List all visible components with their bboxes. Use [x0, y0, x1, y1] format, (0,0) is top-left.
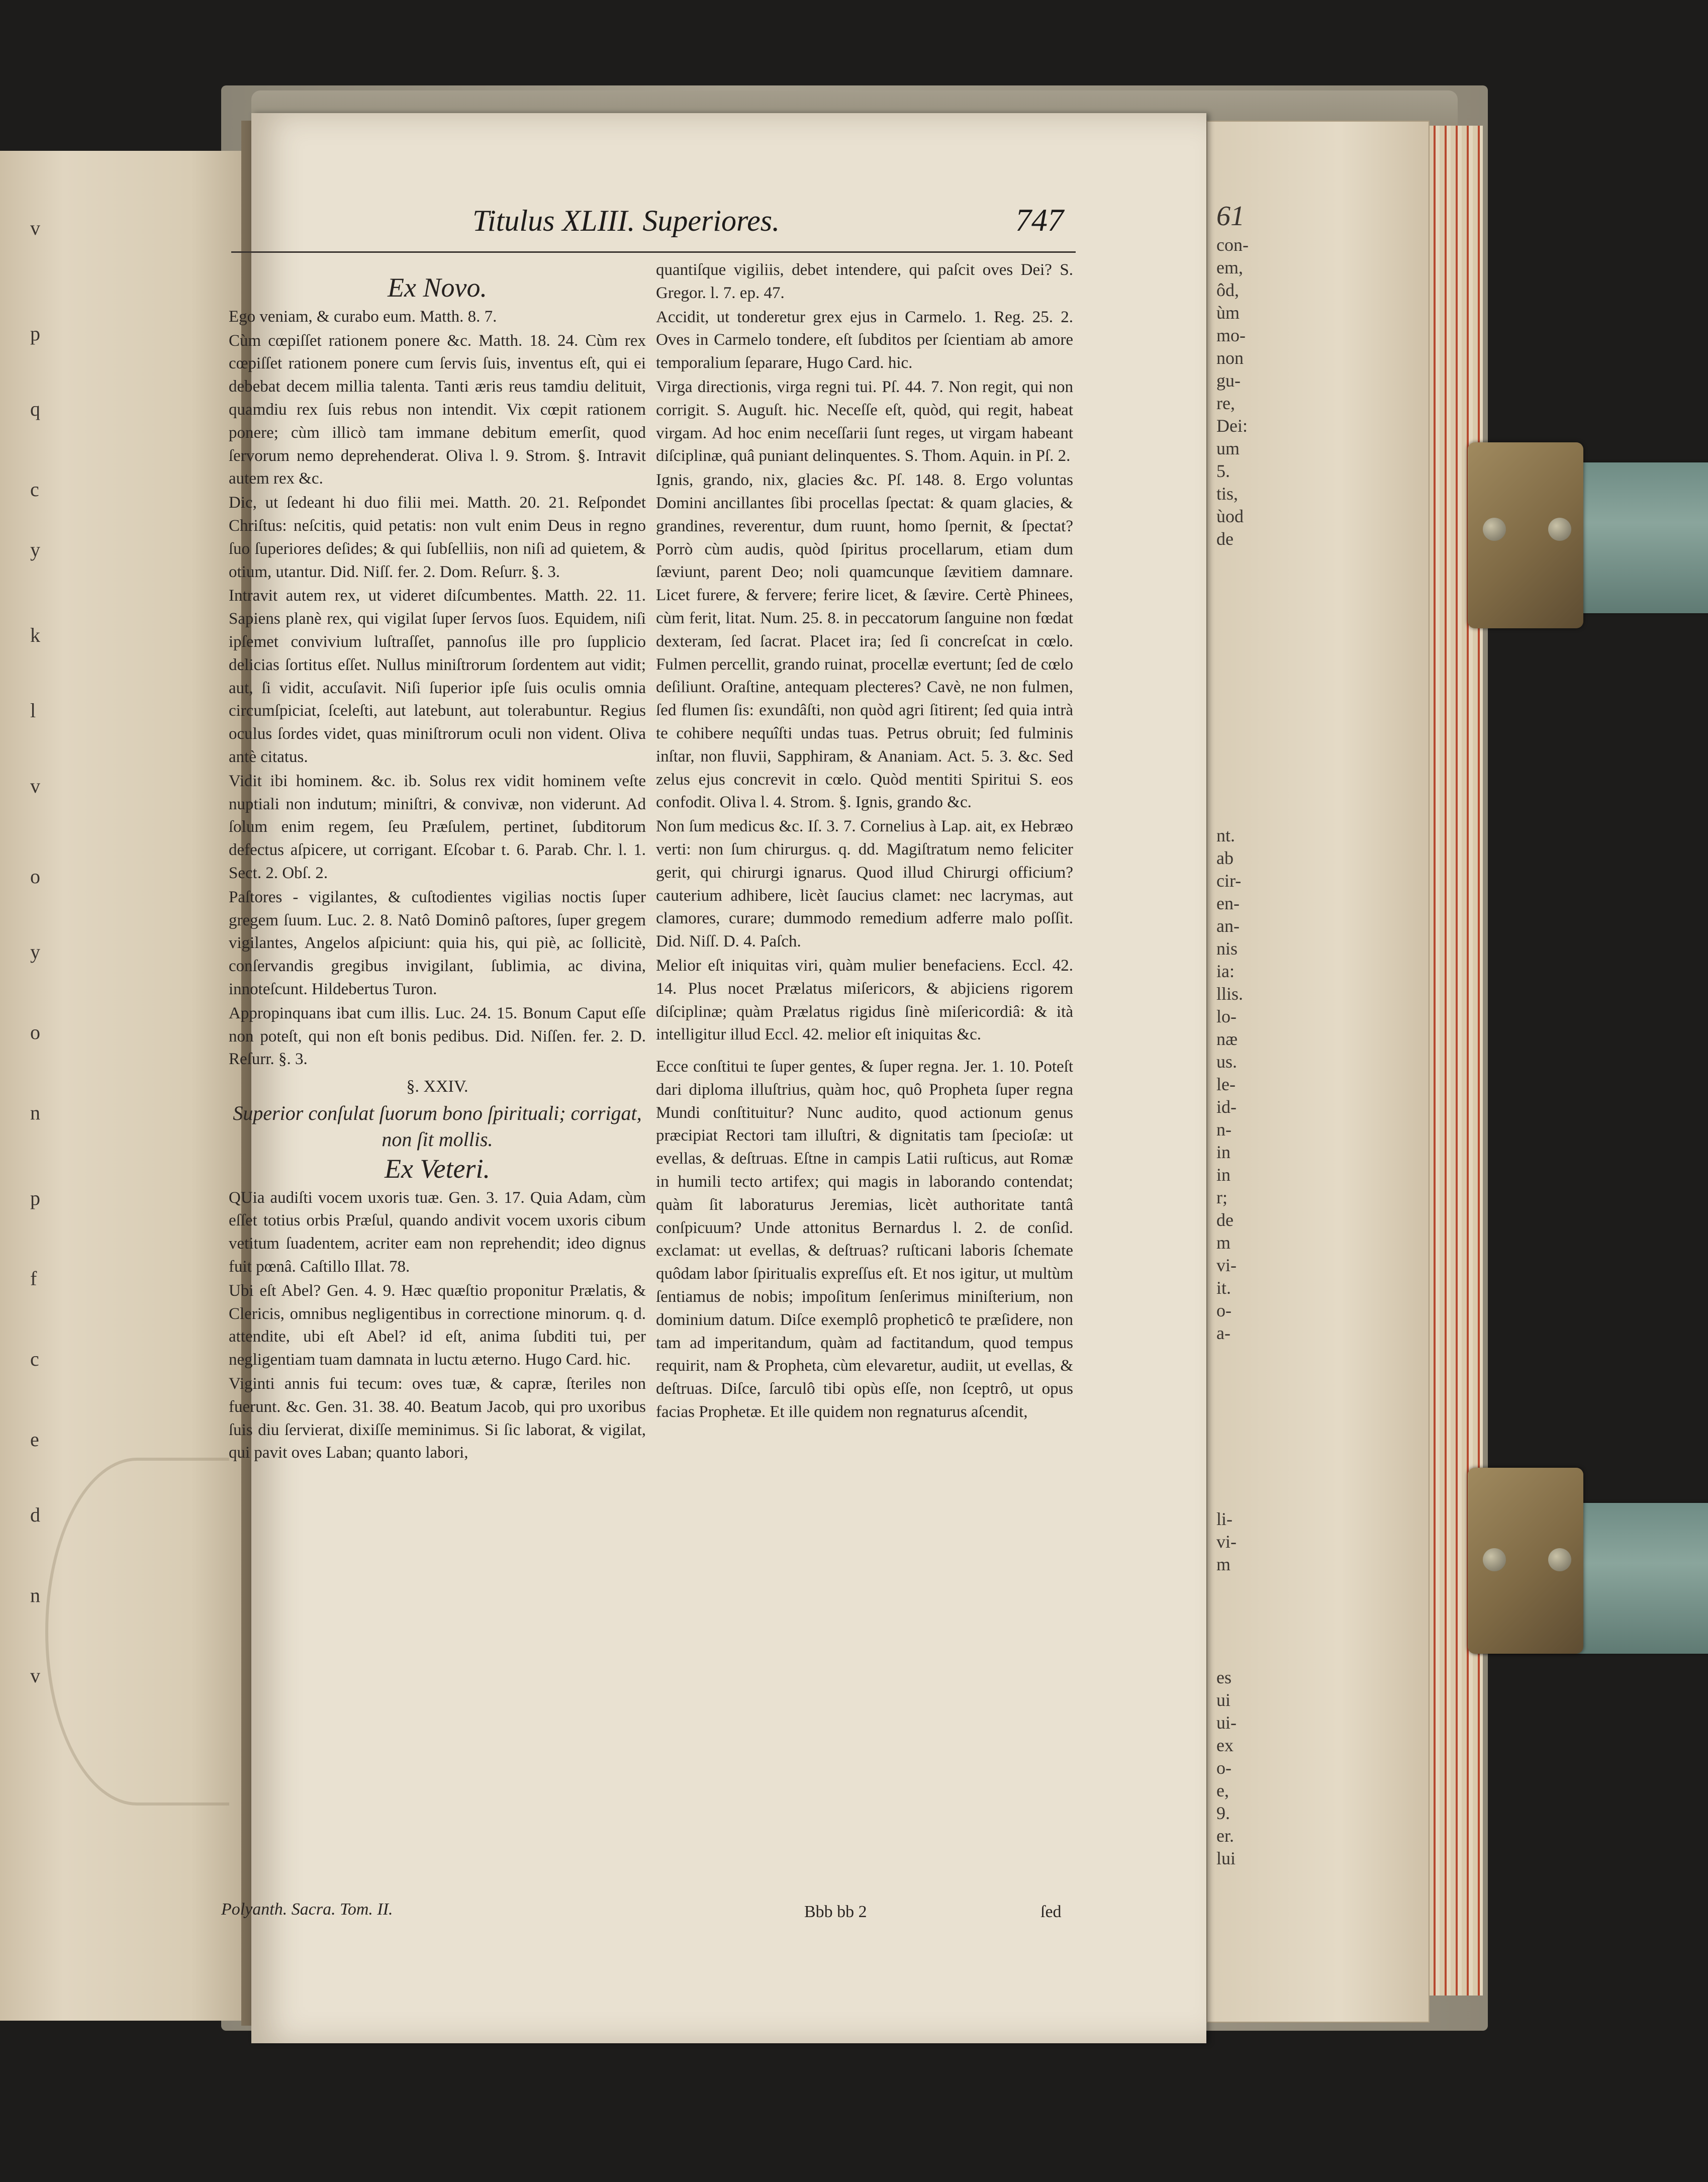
paragraph: Vidit ibi hominem. &c. ib. Solus rex vidit hominem veſte nuptiali non indutum; miniſtri, & convivæ, non viderunt. Ad ſolum enim regem, ſeu Præſulem, pertinet, ſubditorum defectus aſpicere, ut corrigant. Eſcobar t. 6. Parab. Chr. l. 1. Sect. 2. Obſ. 2. — [229, 772, 646, 882]
rivet-icon — [1483, 1548, 1506, 1571]
left-fragment: o — [30, 865, 40, 888]
fragment: o- — [1216, 1300, 1231, 1320]
left-fragment: f — [30, 1267, 37, 1290]
section-heading: Ex Novo. — [388, 272, 487, 303]
fragment: es — [1216, 1667, 1231, 1687]
fragment: ui- — [1216, 1713, 1237, 1733]
fragment: de — [1216, 529, 1233, 549]
underlying-page-fragments — [1216, 1508, 1267, 1870]
fragment: ôd, — [1216, 280, 1239, 300]
rivet-icon — [1483, 518, 1506, 541]
paragraph: Ecce conſtitui te ſuper gentes, & ſuper regna. Jer. 1. 10. Poteſt dari diploma illuſtrius, quàm hoc, quô Propheta ſuper regna Mundi conſtituitur? Nunc audito, quod actionum genus præcipiat Rectori tam illuſtri, & dignitatis tam ſpecioſæ: ut evellas, & deſtruas. Eſtne in campis Latii ruſticus, aut Romæ in humili tecto artifex; qui magis in laborando contendat; quàm ſit laboraturus Jeremias, licèt authoritate tantâ conſpicuum? Unde attonitus Bernardus l. 2. de conſid. exclamat: ut evellas, & deſtruas? ruſticani laboris ſchemate quôdam labor ſpiritualis expreſſus eſt. Et nos igitur, ut multùm ſentiamus de nobis; impoſitum ſenſerimus miniſterium, non dominium datum. Diſce exemplô propheticô te præſidere, non tam ad imperitandum, quàm ad factitandum, quod tempus requirit, nam & Propheta, cùm elevaretur, audiit, ut evellas, & deſtruas. Diſce, ſarculô tibi opùs eſſe, non ſceptrô, ut opus facias Prophetæ. Et ille quidem non regnaturus aſcendit, — [656, 1058, 1073, 1421]
fragment: vi- — [1216, 1532, 1237, 1552]
paragraph: Accidit, ut tonderetur grex ejus in Carmelo. 1. Reg. 25. 2. Oves in Carmelo tondere, eſt ſubditos per ſcientiam ab amore temporalium ſeparare, Hugo Card. hic. — [656, 308, 1073, 372]
footer-book-title: Polyanth. Sacra. Tom. II. — [221, 1900, 393, 1919]
fragment: um — [1216, 438, 1240, 458]
fragment: cir- — [1216, 871, 1242, 891]
left-fragment: d — [30, 1503, 40, 1526]
fragment: nt. — [1216, 825, 1236, 845]
left-fragment: n — [30, 1584, 40, 1606]
fragment: ùm — [1216, 303, 1240, 323]
left-fragment: y — [30, 940, 40, 963]
fragment: con- — [1216, 235, 1249, 255]
fragment: er. — [1216, 1826, 1234, 1846]
paragraph: Viginti annis fui tecum: oves tuæ, & capræ, ſteriles non fuerunt. &c. Gen. 31. 38. 40. Beatum Jacob, qui pro uxoribus ſuis diu ſervierat, dixiſſe meminimus. Si ſic laborat, & vigilat, qui pavit oves Laban; quanto labori, — [229, 1375, 646, 1462]
fragment: non — [1216, 348, 1244, 368]
fragment: r; — [1216, 1187, 1227, 1207]
fragment: in — [1216, 1165, 1231, 1185]
running-title: Titulus XLIII. Superiores. — [472, 204, 780, 237]
left-fragment: c — [30, 478, 39, 501]
fragment: ex — [1216, 1735, 1233, 1755]
fragment: mo- — [1216, 325, 1246, 345]
fragment: 9. — [1216, 1803, 1230, 1823]
fragment: re, — [1216, 393, 1235, 413]
fragment: an- — [1216, 916, 1240, 936]
fragment-page-number: 61 — [1216, 201, 1245, 232]
fragment: lo- — [1216, 1006, 1237, 1026]
running-head — [472, 204, 1076, 238]
left-fragment: n — [30, 1101, 40, 1124]
fragment: gu- — [1216, 370, 1241, 391]
fragment: ùod — [1216, 506, 1244, 526]
left-fragment: p — [30, 322, 40, 345]
left-fragment: q — [30, 398, 40, 420]
left-fragment: y — [30, 538, 40, 561]
paragraph: Paſtores - vigilantes, & cuſtodientes vigilias noctis ſuper gregem ſuum. Luc. 2. 8. Natô Dominô paſtores, ſuper gregem vigilantes, Angelos aſpiciunt: quia his, qui piè, ac ſollicitè, conſervandis gregibus invigilant, ſublimia, ac divina, innoteſcunt. Hildebertus Turon. — [229, 888, 646, 998]
left-fragment: v — [30, 217, 40, 239]
paragraph: Ignis, grando, nix, glacies &c. Pſ. 148. 8. Ergo voluntas Domini ancillantes ſibi procellas ſpectat: & quam glacies, & grandines, reverentur, dum ruunt, homo ſpernit, & ſpectat? Porrò cùm audis, quòd ſpiritus procellarum, etiam dum ſæviunt, parent Deo; noli quamcunque ſævitiem damnare. Licet furere, & fervere; ferire licet, & ſævire. Certè Phinees, cùm ferit, litat. Num. 25. 8. in peccatorum ſanguine non fœdat dexteram, ſed ſacrat. Placet ira; ſed ſi concreſcat in cœlo. Fulmen percellit, grando ruinat, procellæ evertunt; ſed de cœlo deſiliunt. Oraſtine, antequam plecteres? Cavè, ne non fulmen, ſed flumen ſis: exundâſti, non quòd agri ſitirent; ſed quia intrà te cohibere nequîſti undas tuas. Petrus obruit; ſed fulminis inſtar, non fluvii, Sapphiram, & Ananiam. Act. 5. 3. &c. Sed zelus ejus concrevit in cœlo. Quòd mentiti Spiritui S. eos confodit. Oliva l. 4. Strom. §. Ignis, grando &c. — [656, 471, 1073, 812]
fragment: en- — [1216, 893, 1240, 913]
fragment: us. — [1216, 1052, 1238, 1072]
paragraph: quantiſque vigiliis, debet intendere, qui paſcit oves Dei? S. Gregor. l. 7. ep. 47. — [656, 261, 1073, 302]
paragraph: Melior eſt iniquitas viri, quàm mulier benefaciens. Eccl. 42. 14. Plus nocet Prælatus miſericors, & abjiciens rigorem diſciplinæ; quàm Prælatus rigidus ſinè miſericordiâ: & ità intelligitur illud Eccl. 42. melior eſt iniquitas &c. — [656, 956, 1073, 1044]
paragraph: Cùm cœpiſſet rationem ponere &c. Matth. 18. 24. Cùm rex cœpiſſet rationem ponere cum ſervis ſuis, inventus eſt, qui ei debebat decem millia talenta. Tanti æris reus tamdiu delituit, quamdiu rex ſuis rebus non intendit. Vix cœpit rationem ponere; cùm illicò tam immane debitum emerſit, quod ſervorum nemo deprehenderat. Oliva l. 9. Strom. §. Intravit autem rex &c. — [229, 331, 646, 488]
fragment: tis, — [1216, 484, 1239, 504]
footer-catchword: ſed — [1040, 1903, 1062, 1921]
fragment: le- — [1216, 1074, 1236, 1094]
left-fragment: c — [30, 1348, 39, 1370]
fragment: a- — [1216, 1323, 1230, 1343]
left-fragment: o — [30, 1021, 40, 1043]
fragment: li- — [1216, 1509, 1232, 1529]
page-fold — [45, 1458, 229, 1806]
fragment: nis — [1216, 938, 1238, 959]
fragment: ab — [1216, 848, 1233, 868]
fragment: em, — [1216, 257, 1243, 277]
header-rule — [231, 251, 1076, 253]
paragraph: Intravit autem rex, ut videret diſcumbentes. Matth. 22. 11. Sapiens planè rex, qui vigilat ſuper ſervos ſuos. Equidem, niſi ipſemet convivium luſtraſſet, pannoſus ille pro ſupplicio delicias ſortitus eſſet. Nullus miniſtrorum ſordentem aut vidit; aut, ſi vidit, accuſavit. Niſi ſuperior ipſe ſuis oculis omnia circumſpiciat, ſceleſti, aut latebunt, aut tolerabuntur. Regius oculus ſordes videt, quas miniſtrorum oculi non vident. Oliva antè citatus. — [229, 587, 646, 766]
left-fragment: l — [30, 699, 36, 722]
paragraph: Virga directionis, virga regni tui. Pſ. 44. 7. Non regit, qui non corrigit. S. Auguſt. hic. Neceſſe eſt, quòd, qui regit, habeat virgam. Ad hoc enim neceſſarii ſunt reges, ut virgam habeant diſciplinæ, quâ puniant delinquentes. S. Thom. Aquin. in Pſ. 2. — [656, 377, 1073, 465]
section-number: §. XXIV. — [406, 1077, 468, 1096]
fragment: m — [1216, 1232, 1231, 1253]
section-heading: Ex Veteri. — [385, 1153, 490, 1184]
fragment: ia: — [1216, 961, 1235, 981]
left-fragment: v — [30, 775, 40, 797]
footer-signature: Bbb bb 2 — [804, 1903, 867, 1921]
left-fragment: e — [30, 1428, 39, 1451]
paragraph: Appropinquans ibat cum illis. Luc. 24. 15. Bonum Caput eſſe non poteſt, qui non eſt bonis pedibus. Did. Niſſen. fer. 2. D. Reſurr. §. 3. — [229, 1004, 646, 1069]
fragment: in — [1216, 1142, 1231, 1162]
section-subheading: Superior conſulat ſuorum bono ſpirituali; corrigat, non ſit mollis. — [233, 1101, 642, 1151]
fragment: m — [1216, 1554, 1231, 1574]
fragment: ui — [1216, 1690, 1231, 1710]
fragment: id- — [1216, 1097, 1237, 1117]
left-fragment: p — [30, 1187, 40, 1209]
fragment: it. — [1216, 1278, 1231, 1298]
column-right — [656, 259, 1073, 1425]
paragraph: Non ſum medicus &c. Iſ. 3. 7. Cornelius à Lap. ait, ex Hebræo verti: non ſum chirurgus. q. dd. Magiſtratum nemo feliciter gerit, qui chirurgi ignarus. Quod illud Chirurgi officium? cauterium adhibere, licèt ſaucius clamet: nec lacrymas, aut clamores, curare; dummodo remedium adferre malo poſſit. Did. Niſſ. D. 4. Paſch. — [656, 817, 1073, 951]
fragment: o- — [1216, 1758, 1231, 1778]
underlying-page-fragments — [1216, 199, 1267, 550]
rivet-icon — [1548, 1548, 1571, 1571]
page-number: 747 — [1015, 202, 1064, 238]
rivet-icon — [1548, 518, 1571, 541]
fragment: næ — [1216, 1029, 1238, 1049]
fragment: de — [1216, 1210, 1233, 1230]
paragraph: Dic, ut ſedeant hi duo filii mei. Matth. 20. 21. Reſpondet Chriſtus: neſcitis, quid petatis: non vult enim Deus in regno ſuo ſuperiores deſides; & qui ſubſelliis, non niſi ad quietem, & otium, utantur. Did. Niſſ. fer. 2. Dom. Reſurr. §. 3. — [229, 494, 646, 581]
fragment: lui — [1216, 1848, 1236, 1868]
underlying-page-fragments — [1216, 824, 1267, 1345]
paragraph: Ubi eſt Abel? Gen. 4. 9. Hæc quæſtio proponitur Prælatis, & Clericis, omnibus negligentibus in correctione minorum. q. d. attendite, ubi eſt Abel? id eſt, anima ſubditi tui, per negligentiam tuam damnata in luctu æterno. Hugo Card. hic. — [229, 1281, 646, 1369]
fragment: vi- — [1216, 1255, 1237, 1275]
column-left — [229, 271, 646, 1466]
fragment: Dei: — [1216, 416, 1248, 436]
fragment: n- — [1216, 1119, 1231, 1140]
left-fragment: v — [30, 1664, 40, 1687]
paragraph: QUia audiſti vocem uxoris tuæ. Gen. 3. 17. Quia Adam, cùm eſſet totius orbis Præſul, quando andivit vocem uxoris cibum vetitum ſuadentem, acriter eam non reprehendit; ideo dignus fuit pœnâ. Caſtillo Illat. 78. — [229, 1188, 646, 1276]
fragment: llis. — [1216, 984, 1244, 1004]
fragment: e, — [1216, 1780, 1229, 1800]
paragraph: Ego veniam, & curabo eum. Matth. 8. 7. — [229, 307, 497, 326]
fragment: 5. — [1216, 461, 1230, 481]
left-fragment: k — [30, 624, 40, 646]
